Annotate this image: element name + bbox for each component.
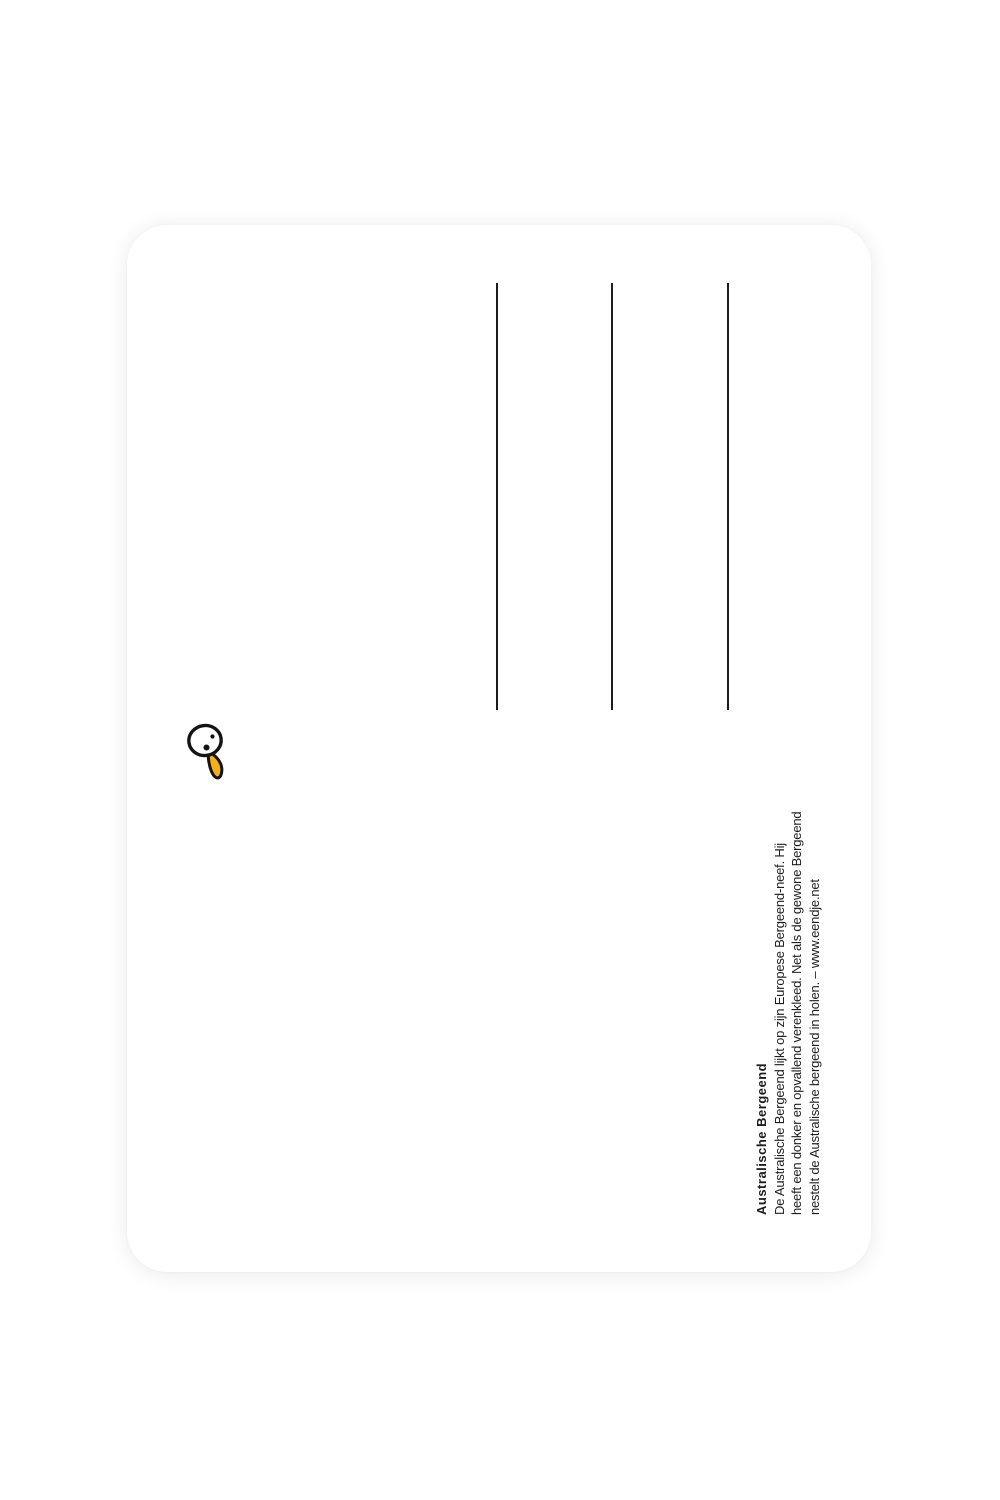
duck-head-shape (187, 723, 223, 757)
address-line-1 (496, 283, 498, 710)
caption-line-2: heeft een donker en opvallend verenkleed. Net als de gewone Bergeend (789, 811, 805, 1215)
address-line-3 (727, 283, 729, 710)
duck-nostril-dot (204, 745, 210, 751)
duck-eye-dot (210, 734, 214, 738)
caption-line-1: De Australische Bergeend lijkt op zijn Europese Bergeend-neef. Hij (771, 843, 787, 1215)
address-line-2 (611, 283, 613, 710)
postcard-back (127, 225, 871, 1272)
caption-block (753, 785, 823, 1215)
caption-title: Australische Bergeend (754, 1062, 769, 1215)
duck-head-icon (184, 722, 228, 784)
caption-line-3: nestelt de Australische bergeend in holen. – www.eendje.net (806, 879, 822, 1215)
